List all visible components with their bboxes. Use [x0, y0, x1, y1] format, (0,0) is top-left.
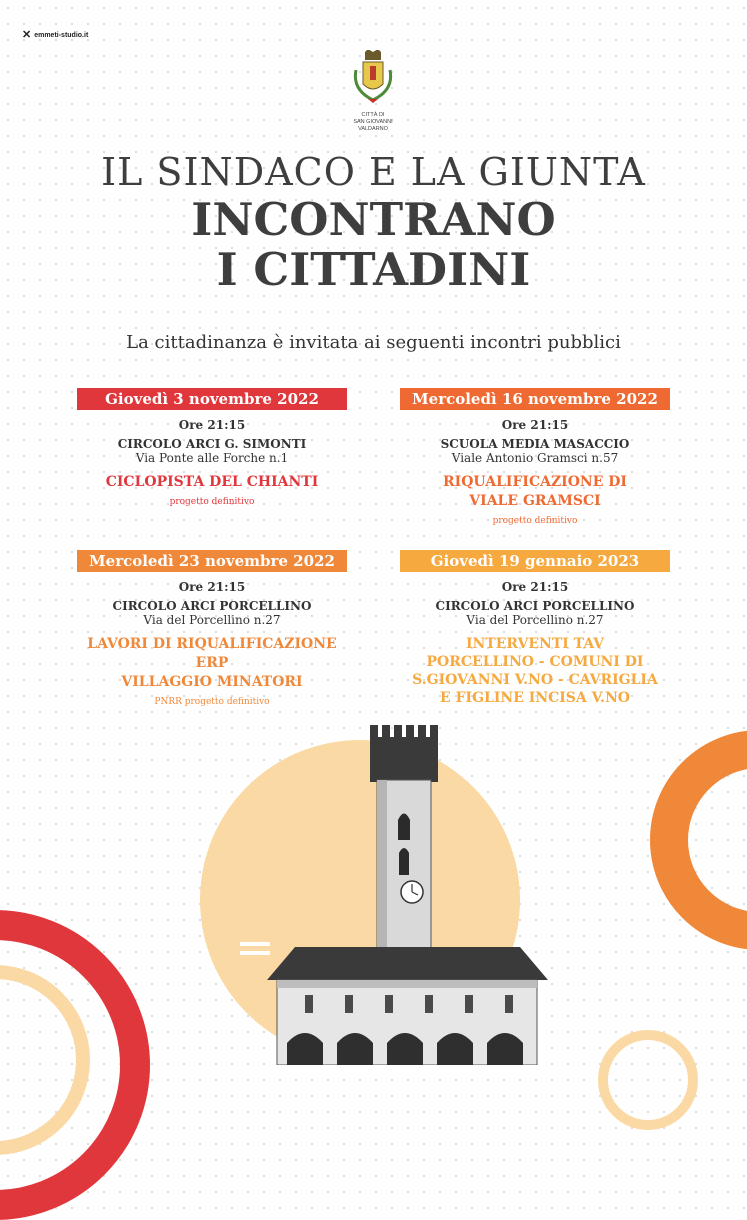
event-topic: CICLOPISTA DEL CHIANTI: [105, 474, 319, 490]
event-time: Ore 21:15: [178, 580, 246, 594]
event-address: Viale Antonio Gramsci n.57: [451, 451, 619, 465]
event-address: Via del Porcellino n.27: [466, 613, 604, 627]
x-logo-icon: ✕: [22, 29, 32, 41]
event-venue: CIRCOLO ARCI PORCELLINO: [112, 599, 312, 613]
event-card-2: [400, 388, 670, 526]
peach-ring-bottom-right: [598, 1030, 698, 1130]
event-note: progetto definitivo: [169, 497, 255, 507]
event-venue: CIRCOLO ARCI PORCELLINO: [435, 599, 635, 613]
event-time: Ore 21:15: [501, 580, 569, 594]
event-date: Giovedì 19 gennaio 2023: [400, 550, 670, 572]
event-time: Ore 21:15: [501, 418, 569, 432]
event-time: Ore 21:15: [178, 418, 246, 432]
city-crest-icon: [348, 50, 398, 108]
title-line3: I CITTADINI: [216, 243, 531, 296]
event-topic: RIQUALIFICAZIONE DI VIALE GRAMSCI: [443, 474, 627, 509]
crest-name-line2: SAN GIOVANNI VALDARNO: [353, 119, 393, 132]
event-note: progetto definitivo: [492, 516, 578, 526]
event-card-4: [400, 550, 670, 707]
title-line2: INCONTRANO: [191, 193, 556, 246]
event-venue: SCUOLA MEDIA MASACCIO: [440, 437, 630, 451]
city-crest: [348, 50, 398, 130]
event-note: PNRR progetto definitivo: [154, 697, 270, 707]
event-address: Via del Porcellino n.27: [143, 613, 281, 627]
orange-ring-right: [650, 730, 747, 950]
town-hall-tower-illustration: [265, 725, 550, 1065]
event-card-1: [77, 388, 347, 507]
title-line1: IL SINDACO E LA GIUNTA: [101, 150, 646, 194]
event-date: Mercoledì 16 novembre 2022: [400, 388, 670, 410]
event-card-3: [77, 550, 347, 707]
event-topic: LAVORI DI RIQUALIFICAZIONE ERP VILLAGGIO MINATORI: [87, 636, 337, 690]
event-date: Giovedì 3 novembre 2022: [77, 388, 347, 410]
event-venue: CIRCOLO ARCI G. SIMONTI: [117, 437, 307, 451]
studio-logo-text: emmeti-studio.it: [34, 32, 89, 39]
studio-logo: [22, 30, 88, 41]
crest-name-line1: CITTÀ DI: [361, 112, 385, 118]
event-address: Via Ponte alle Forche n.1: [135, 451, 289, 465]
event-date: Mercoledì 23 novembre 2022: [77, 550, 347, 572]
event-topic: INTERVENTI TAV PORCELLINO - COMUNI DI S.GIOVANNI V.NO - CAVRIGLIA E FIGLINE INCISA V.NO: [412, 636, 658, 706]
subtitle: La cittadinanza è invitata ai seguenti incontri pubblici: [126, 332, 621, 353]
